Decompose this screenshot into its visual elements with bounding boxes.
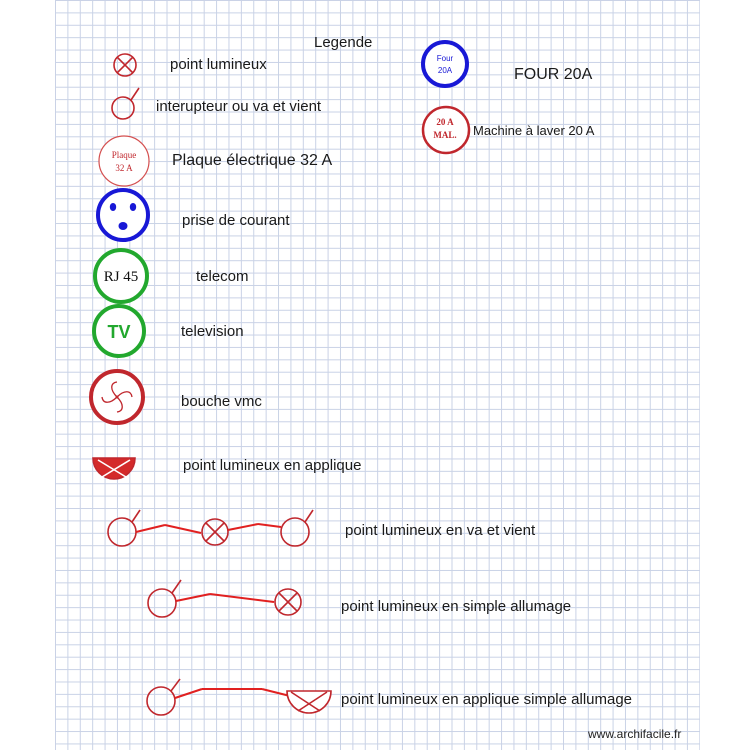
label-washing-machine: Machine à laver 20 A: [473, 123, 595, 138]
label-single-switch-light: point lumineux en simple allumage: [341, 598, 572, 615]
rj45-symbol-text: RJ 45: [103, 269, 139, 285]
label-outlet: prise de courant: [182, 212, 290, 229]
hotplate-icon: [99, 136, 149, 186]
label-wall-light: point lumineux en applique: [183, 457, 362, 474]
two-way-light-diagram: [108, 510, 313, 546]
label-hotplate: Plaque électrique 32 A: [172, 152, 333, 169]
switch-icon: [112, 88, 139, 119]
label-oven: FOUR 20A: [514, 66, 593, 83]
tv-symbol-text: TV: [107, 322, 131, 342]
oven-symbol-text: Four: [436, 54, 454, 63]
oven-symbol-text-2: 20A: [437, 66, 453, 75]
tv-icon: [94, 306, 144, 356]
washing-machine-symbol-text: 20 A: [436, 117, 454, 127]
label-two-way-light: point lumineux en va et vient: [345, 522, 536, 539]
single-switch-light-diagram: [148, 580, 301, 617]
label-switch: interupteur ou va et vient: [156, 98, 322, 115]
vmc-icon: [91, 371, 143, 423]
legend-title: Legende: [314, 34, 373, 51]
label-telecom: telecom: [196, 268, 249, 285]
hotplate-symbol-text: Plaque: [111, 150, 137, 160]
label-light-point: point lumineux: [170, 56, 267, 73]
light-point-icon: [114, 54, 136, 76]
label-vmc: bouche vmc: [181, 393, 262, 410]
label-television: television: [181, 323, 244, 340]
washing-machine-icon: [423, 107, 469, 153]
oven-icon: [423, 42, 467, 86]
rj45-icon: [95, 250, 147, 302]
watermark-footer: www.archifacile.fr: [588, 727, 682, 741]
label-wall-light-single-switch: point lumineux en applique simple allumage: [341, 691, 633, 708]
hotplate-symbol-text-2: 32 A: [115, 163, 133, 173]
wall-light-single-switch-diagram: [147, 679, 331, 715]
outlet-icon: [98, 190, 148, 240]
washing-machine-symbol-text-2: MAL.: [433, 130, 457, 140]
wall-light-icon: [93, 458, 135, 479]
